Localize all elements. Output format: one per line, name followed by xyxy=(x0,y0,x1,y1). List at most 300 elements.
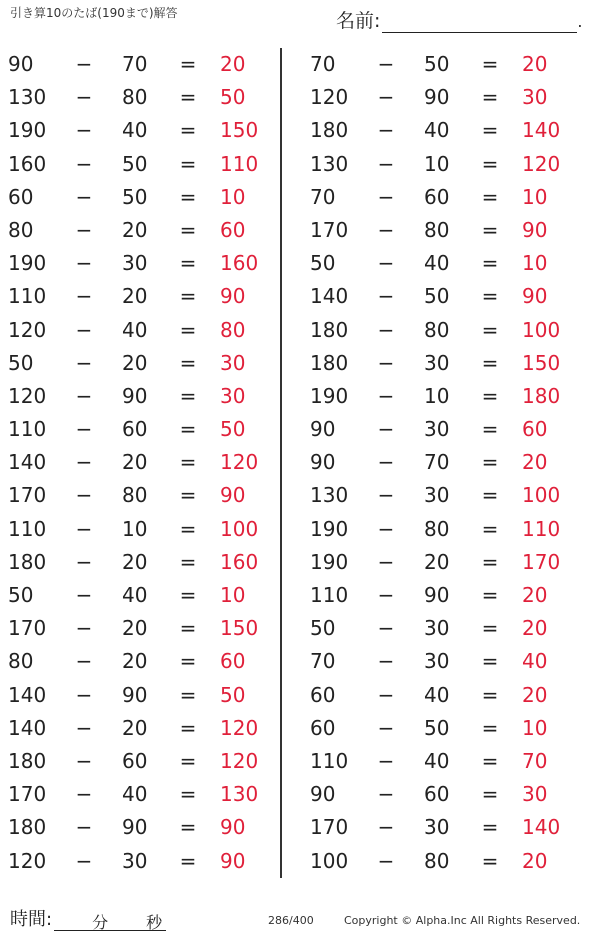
problem-row xyxy=(0,679,280,712)
minus-sign: − xyxy=(75,815,93,840)
equals-sign: = xyxy=(179,649,197,674)
minuend: 130 xyxy=(8,85,47,110)
minus-sign: − xyxy=(75,85,93,110)
name-end-dot: . xyxy=(577,12,583,31)
minuend: 60 xyxy=(310,682,336,707)
minus-sign: − xyxy=(75,516,93,541)
problem-row xyxy=(302,48,582,81)
equals-sign: = xyxy=(179,184,197,209)
answer: 120 xyxy=(522,151,561,176)
subtrahend: 20 xyxy=(122,549,148,574)
answer: 120 xyxy=(220,748,259,773)
minus-sign: − xyxy=(377,317,395,342)
answer: 100 xyxy=(220,516,259,541)
subtrahend: 30 xyxy=(424,649,450,674)
problem-row xyxy=(0,48,280,81)
minuend: 120 xyxy=(310,85,349,110)
answer: 20 xyxy=(522,52,548,76)
problem-row xyxy=(0,148,280,181)
minus-sign: − xyxy=(75,417,93,442)
answer: 60 xyxy=(522,417,548,442)
answer: 90 xyxy=(522,217,548,242)
problem-row xyxy=(0,513,280,546)
problem-row xyxy=(302,712,582,745)
subtrahend: 10 xyxy=(424,151,450,176)
minuend: 170 xyxy=(310,815,349,840)
minuend: 190 xyxy=(8,251,47,276)
problem-row xyxy=(302,811,582,844)
subtrahend: 80 xyxy=(424,217,450,242)
answer: 90 xyxy=(220,483,246,508)
subtrahend: 70 xyxy=(122,52,148,76)
subtrahend: 20 xyxy=(122,217,148,242)
minuend: 110 xyxy=(8,417,47,442)
equals-sign: = xyxy=(481,251,499,276)
minuend: 90 xyxy=(8,52,34,76)
problem-row xyxy=(0,214,280,247)
minus-sign: − xyxy=(377,682,395,707)
minus-sign: − xyxy=(377,118,395,143)
equals-sign: = xyxy=(179,583,197,607)
answer: 100 xyxy=(522,483,561,508)
equals-sign: = xyxy=(179,350,197,375)
answer: 90 xyxy=(220,815,246,840)
subtrahend: 70 xyxy=(424,450,450,475)
answer: 10 xyxy=(522,251,548,276)
minuend: 90 xyxy=(310,417,336,442)
answer: 20 xyxy=(522,848,548,873)
minus-sign: − xyxy=(377,715,395,740)
subtrahend: 10 xyxy=(424,383,450,408)
minus-sign: − xyxy=(75,649,93,674)
subtrahend: 20 xyxy=(122,649,148,674)
minus-sign: − xyxy=(75,350,93,375)
subtrahend: 80 xyxy=(424,317,450,342)
minuend: 110 xyxy=(8,516,47,541)
answer: 20 xyxy=(522,616,548,641)
equals-sign: = xyxy=(481,284,499,309)
equals-sign: = xyxy=(179,317,197,342)
equals-sign: = xyxy=(179,151,197,176)
problem-row xyxy=(302,347,582,380)
answer: 20 xyxy=(522,450,548,475)
subtrahend: 40 xyxy=(424,251,450,276)
minuend: 190 xyxy=(310,383,349,408)
subtrahend: 60 xyxy=(424,184,450,209)
subtrahend: 90 xyxy=(122,815,148,840)
minuend: 110 xyxy=(310,748,349,773)
subtrahend: 30 xyxy=(424,417,450,442)
minuend: 100 xyxy=(310,848,349,873)
right-column xyxy=(302,48,582,878)
minus-sign: − xyxy=(377,184,395,209)
minus-sign: − xyxy=(75,715,93,740)
answer: 50 xyxy=(220,85,246,110)
answer: 10 xyxy=(522,715,548,740)
equals-sign: = xyxy=(179,516,197,541)
subtrahend: 40 xyxy=(424,748,450,773)
problem-row xyxy=(0,314,280,347)
answer: 10 xyxy=(220,184,246,209)
minus-sign: − xyxy=(377,483,395,508)
subtrahend: 80 xyxy=(424,516,450,541)
problem-row xyxy=(0,446,280,479)
equals-sign: = xyxy=(179,848,197,873)
answer: 60 xyxy=(220,649,246,674)
subtrahend: 20 xyxy=(122,284,148,309)
minuend: 50 xyxy=(310,616,336,641)
problem-row xyxy=(302,546,582,579)
equals-sign: = xyxy=(179,549,197,574)
minus-sign: − xyxy=(75,184,93,209)
problem-row xyxy=(0,645,280,678)
minuend: 70 xyxy=(310,52,336,76)
subtrahend: 50 xyxy=(424,52,450,76)
problem-row xyxy=(0,845,280,878)
problem-row xyxy=(302,413,582,446)
column-divider xyxy=(280,48,282,878)
minuend: 140 xyxy=(8,715,47,740)
equals-sign: = xyxy=(179,682,197,707)
name-input-line[interactable] xyxy=(382,13,577,33)
minuend: 50 xyxy=(310,251,336,276)
equals-sign: = xyxy=(481,317,499,342)
equals-sign: = xyxy=(481,450,499,475)
subtrahend: 40 xyxy=(424,682,450,707)
minus-sign: − xyxy=(377,151,395,176)
minus-sign: − xyxy=(377,251,395,276)
minuend: 160 xyxy=(8,151,47,176)
problem-row xyxy=(0,811,280,844)
seconds-label: 秒 xyxy=(146,913,163,932)
minus-sign: − xyxy=(75,217,93,242)
subtrahend: 60 xyxy=(424,782,450,807)
minus-sign: − xyxy=(75,616,93,641)
answer: 90 xyxy=(220,848,246,873)
answer: 30 xyxy=(522,782,548,807)
minuend: 170 xyxy=(8,782,47,807)
answer: 100 xyxy=(522,317,561,342)
problem-row xyxy=(302,181,582,214)
equals-sign: = xyxy=(481,782,499,807)
subtrahend: 40 xyxy=(424,118,450,143)
minuend: 140 xyxy=(310,284,349,309)
minuend: 50 xyxy=(8,583,34,607)
problem-row xyxy=(302,679,582,712)
equals-sign: = xyxy=(481,616,499,641)
answer: 120 xyxy=(220,715,259,740)
subtrahend: 80 xyxy=(424,848,450,873)
subtrahend: 50 xyxy=(122,184,148,209)
answer: 30 xyxy=(220,350,246,375)
minuend: 50 xyxy=(8,350,34,375)
minuend: 80 xyxy=(8,649,34,674)
problem-row xyxy=(0,280,280,313)
equals-sign: = xyxy=(481,383,499,408)
equals-sign: = xyxy=(481,184,499,209)
minus-sign: − xyxy=(75,251,93,276)
subtrahend: 80 xyxy=(122,483,148,508)
equals-sign: = xyxy=(481,483,499,508)
answer: 50 xyxy=(220,417,246,442)
equals-sign: = xyxy=(179,483,197,508)
subtrahend: 20 xyxy=(424,549,450,574)
equals-sign: = xyxy=(179,450,197,475)
equals-sign: = xyxy=(481,151,499,176)
problem-row xyxy=(0,712,280,745)
answer: 150 xyxy=(220,616,259,641)
equals-sign: = xyxy=(481,848,499,873)
equals-sign: = xyxy=(179,815,197,840)
answer: 30 xyxy=(220,383,246,408)
minus-sign: − xyxy=(377,782,395,807)
minus-sign: − xyxy=(75,52,93,76)
answer: 140 xyxy=(522,118,561,143)
problem-row xyxy=(0,181,280,214)
problem-row xyxy=(0,745,280,778)
minus-sign: − xyxy=(377,417,395,442)
minuend: 140 xyxy=(8,450,47,475)
minuend: 70 xyxy=(310,649,336,674)
problem-row xyxy=(0,347,280,380)
answer: 20 xyxy=(220,52,246,76)
minuend: 120 xyxy=(8,383,47,408)
subtrahend: 30 xyxy=(424,350,450,375)
minuend: 170 xyxy=(8,616,47,641)
equals-sign: = xyxy=(179,616,197,641)
equals-sign: = xyxy=(481,350,499,375)
equals-sign: = xyxy=(179,383,197,408)
problem-row xyxy=(0,247,280,280)
answer: 10 xyxy=(522,184,548,209)
answer: 160 xyxy=(220,251,259,276)
minuend: 180 xyxy=(310,317,349,342)
equals-sign: = xyxy=(481,682,499,707)
minus-sign: − xyxy=(75,383,93,408)
problem-row xyxy=(302,745,582,778)
minus-sign: − xyxy=(377,450,395,475)
equals-sign: = xyxy=(481,217,499,242)
minuend: 180 xyxy=(8,748,47,773)
answer: 20 xyxy=(522,682,548,707)
minus-sign: − xyxy=(75,682,93,707)
subtrahend: 90 xyxy=(424,583,450,607)
minuend: 120 xyxy=(8,317,47,342)
equals-sign: = xyxy=(179,284,197,309)
equals-sign: = xyxy=(179,217,197,242)
equals-sign: = xyxy=(481,815,499,840)
problem-row xyxy=(302,81,582,114)
subtrahend: 20 xyxy=(122,616,148,641)
problem-row xyxy=(302,247,582,280)
equals-sign: = xyxy=(481,715,499,740)
answer: 50 xyxy=(220,682,246,707)
left-column xyxy=(0,48,280,878)
answer: 80 xyxy=(220,317,246,342)
worksheet-title: 引き算10のたば(190まで)解答 xyxy=(10,6,178,20)
equals-sign: = xyxy=(481,649,499,674)
subtrahend: 40 xyxy=(122,317,148,342)
subtrahend: 10 xyxy=(122,516,148,541)
answer: 150 xyxy=(522,350,561,375)
subtrahend: 50 xyxy=(424,284,450,309)
answer: 160 xyxy=(220,549,259,574)
problem-row xyxy=(302,612,582,645)
minuend: 140 xyxy=(8,682,47,707)
problem-row xyxy=(302,214,582,247)
minuend: 180 xyxy=(8,815,47,840)
minus-sign: − xyxy=(377,583,395,607)
problem-row xyxy=(302,579,582,612)
answer: 120 xyxy=(220,450,259,475)
equals-sign: = xyxy=(179,417,197,442)
equals-sign: = xyxy=(179,782,197,807)
problem-row xyxy=(302,314,582,347)
subtrahend: 20 xyxy=(122,715,148,740)
equals-sign: = xyxy=(179,85,197,110)
subtrahend: 60 xyxy=(122,417,148,442)
equals-sign: = xyxy=(481,85,499,110)
answer: 110 xyxy=(220,151,259,176)
minuend: 70 xyxy=(310,184,336,209)
equals-sign: = xyxy=(481,516,499,541)
subtrahend: 50 xyxy=(424,715,450,740)
page-count: 286/400 xyxy=(268,914,314,927)
problem-row xyxy=(0,114,280,147)
minuend: 170 xyxy=(310,217,349,242)
subtrahend: 30 xyxy=(424,483,450,508)
subtrahend: 40 xyxy=(122,118,148,143)
minuend: 190 xyxy=(8,118,47,143)
subtrahend: 30 xyxy=(424,815,450,840)
minus-sign: − xyxy=(377,815,395,840)
problem-row xyxy=(0,612,280,645)
minus-sign: − xyxy=(377,848,395,873)
minus-sign: − xyxy=(75,450,93,475)
equals-sign: = xyxy=(179,251,197,276)
minus-sign: − xyxy=(377,85,395,110)
minus-sign: − xyxy=(75,848,93,873)
minus-sign: − xyxy=(75,284,93,309)
minus-sign: − xyxy=(377,383,395,408)
answer: 40 xyxy=(522,649,548,674)
equals-sign: = xyxy=(179,715,197,740)
minus-sign: − xyxy=(75,748,93,773)
equals-sign: = xyxy=(179,748,197,773)
copyright: Copyright © Alpha.Inc All Rights Reserved. xyxy=(344,914,581,927)
problem-row xyxy=(0,479,280,512)
equals-sign: = xyxy=(481,417,499,442)
answer: 110 xyxy=(522,516,561,541)
minus-sign: − xyxy=(377,284,395,309)
minus-sign: − xyxy=(75,782,93,807)
minuend: 180 xyxy=(310,118,349,143)
subtrahend: 20 xyxy=(122,350,148,375)
minus-sign: − xyxy=(377,217,395,242)
subtrahend: 40 xyxy=(122,782,148,807)
answer: 90 xyxy=(220,284,246,309)
subtrahend: 60 xyxy=(122,748,148,773)
problem-row xyxy=(302,513,582,546)
time-input-line[interactable] xyxy=(54,910,166,931)
minuend: 130 xyxy=(310,151,349,176)
footer xyxy=(10,905,590,933)
problem-row xyxy=(302,114,582,147)
minuend: 80 xyxy=(8,217,34,242)
answer: 180 xyxy=(522,383,561,408)
subtrahend: 80 xyxy=(122,85,148,110)
minuend: 110 xyxy=(310,583,349,607)
problem-row xyxy=(302,280,582,313)
minus-sign: − xyxy=(377,516,395,541)
equals-sign: = xyxy=(481,748,499,773)
minus-sign: − xyxy=(377,350,395,375)
minus-sign: − xyxy=(75,317,93,342)
subtrahend: 30 xyxy=(424,616,450,641)
equals-sign: = xyxy=(179,118,197,143)
time-field xyxy=(10,905,166,931)
problem-row xyxy=(302,148,582,181)
answer: 140 xyxy=(522,815,561,840)
problem-row xyxy=(0,380,280,413)
problem-row xyxy=(0,413,280,446)
minuend: 180 xyxy=(310,350,349,375)
equals-sign: = xyxy=(481,118,499,143)
subtrahend: 50 xyxy=(122,151,148,176)
minuend: 190 xyxy=(310,549,349,574)
answer: 70 xyxy=(522,748,548,773)
minus-sign: − xyxy=(377,649,395,674)
minus-sign: − xyxy=(75,151,93,176)
minus-sign: − xyxy=(75,583,93,607)
problem-row xyxy=(0,579,280,612)
answer: 130 xyxy=(220,782,259,807)
answer: 30 xyxy=(522,85,548,110)
answer: 90 xyxy=(522,284,548,309)
answer: 150 xyxy=(220,118,259,143)
minus-sign: − xyxy=(377,549,395,574)
minus-sign: − xyxy=(377,748,395,773)
minuend: 180 xyxy=(8,549,47,574)
subtrahend: 40 xyxy=(122,583,148,607)
minuend: 130 xyxy=(310,483,349,508)
answer: 170 xyxy=(522,549,561,574)
equals-sign: = xyxy=(481,549,499,574)
subtrahend: 20 xyxy=(122,450,148,475)
equals-sign: = xyxy=(481,52,499,76)
problem-row xyxy=(0,81,280,114)
minus-sign: − xyxy=(75,483,93,508)
equals-sign: = xyxy=(481,583,499,607)
time-label: 時間: xyxy=(10,909,53,930)
equals-sign: = xyxy=(179,52,197,76)
minus-sign: − xyxy=(75,549,93,574)
minuend: 90 xyxy=(310,782,336,807)
minuend: 60 xyxy=(310,715,336,740)
problem-row xyxy=(0,546,280,579)
minuend: 90 xyxy=(310,450,336,475)
subtrahend: 90 xyxy=(122,682,148,707)
problem-row xyxy=(0,778,280,811)
answer: 10 xyxy=(220,583,246,607)
minus-sign: − xyxy=(377,52,395,76)
minutes-label: 分 xyxy=(92,913,109,932)
subtrahend: 90 xyxy=(424,85,450,110)
minuend: 170 xyxy=(8,483,47,508)
problem-row xyxy=(302,446,582,479)
minuend: 190 xyxy=(310,516,349,541)
subtrahend: 90 xyxy=(122,383,148,408)
